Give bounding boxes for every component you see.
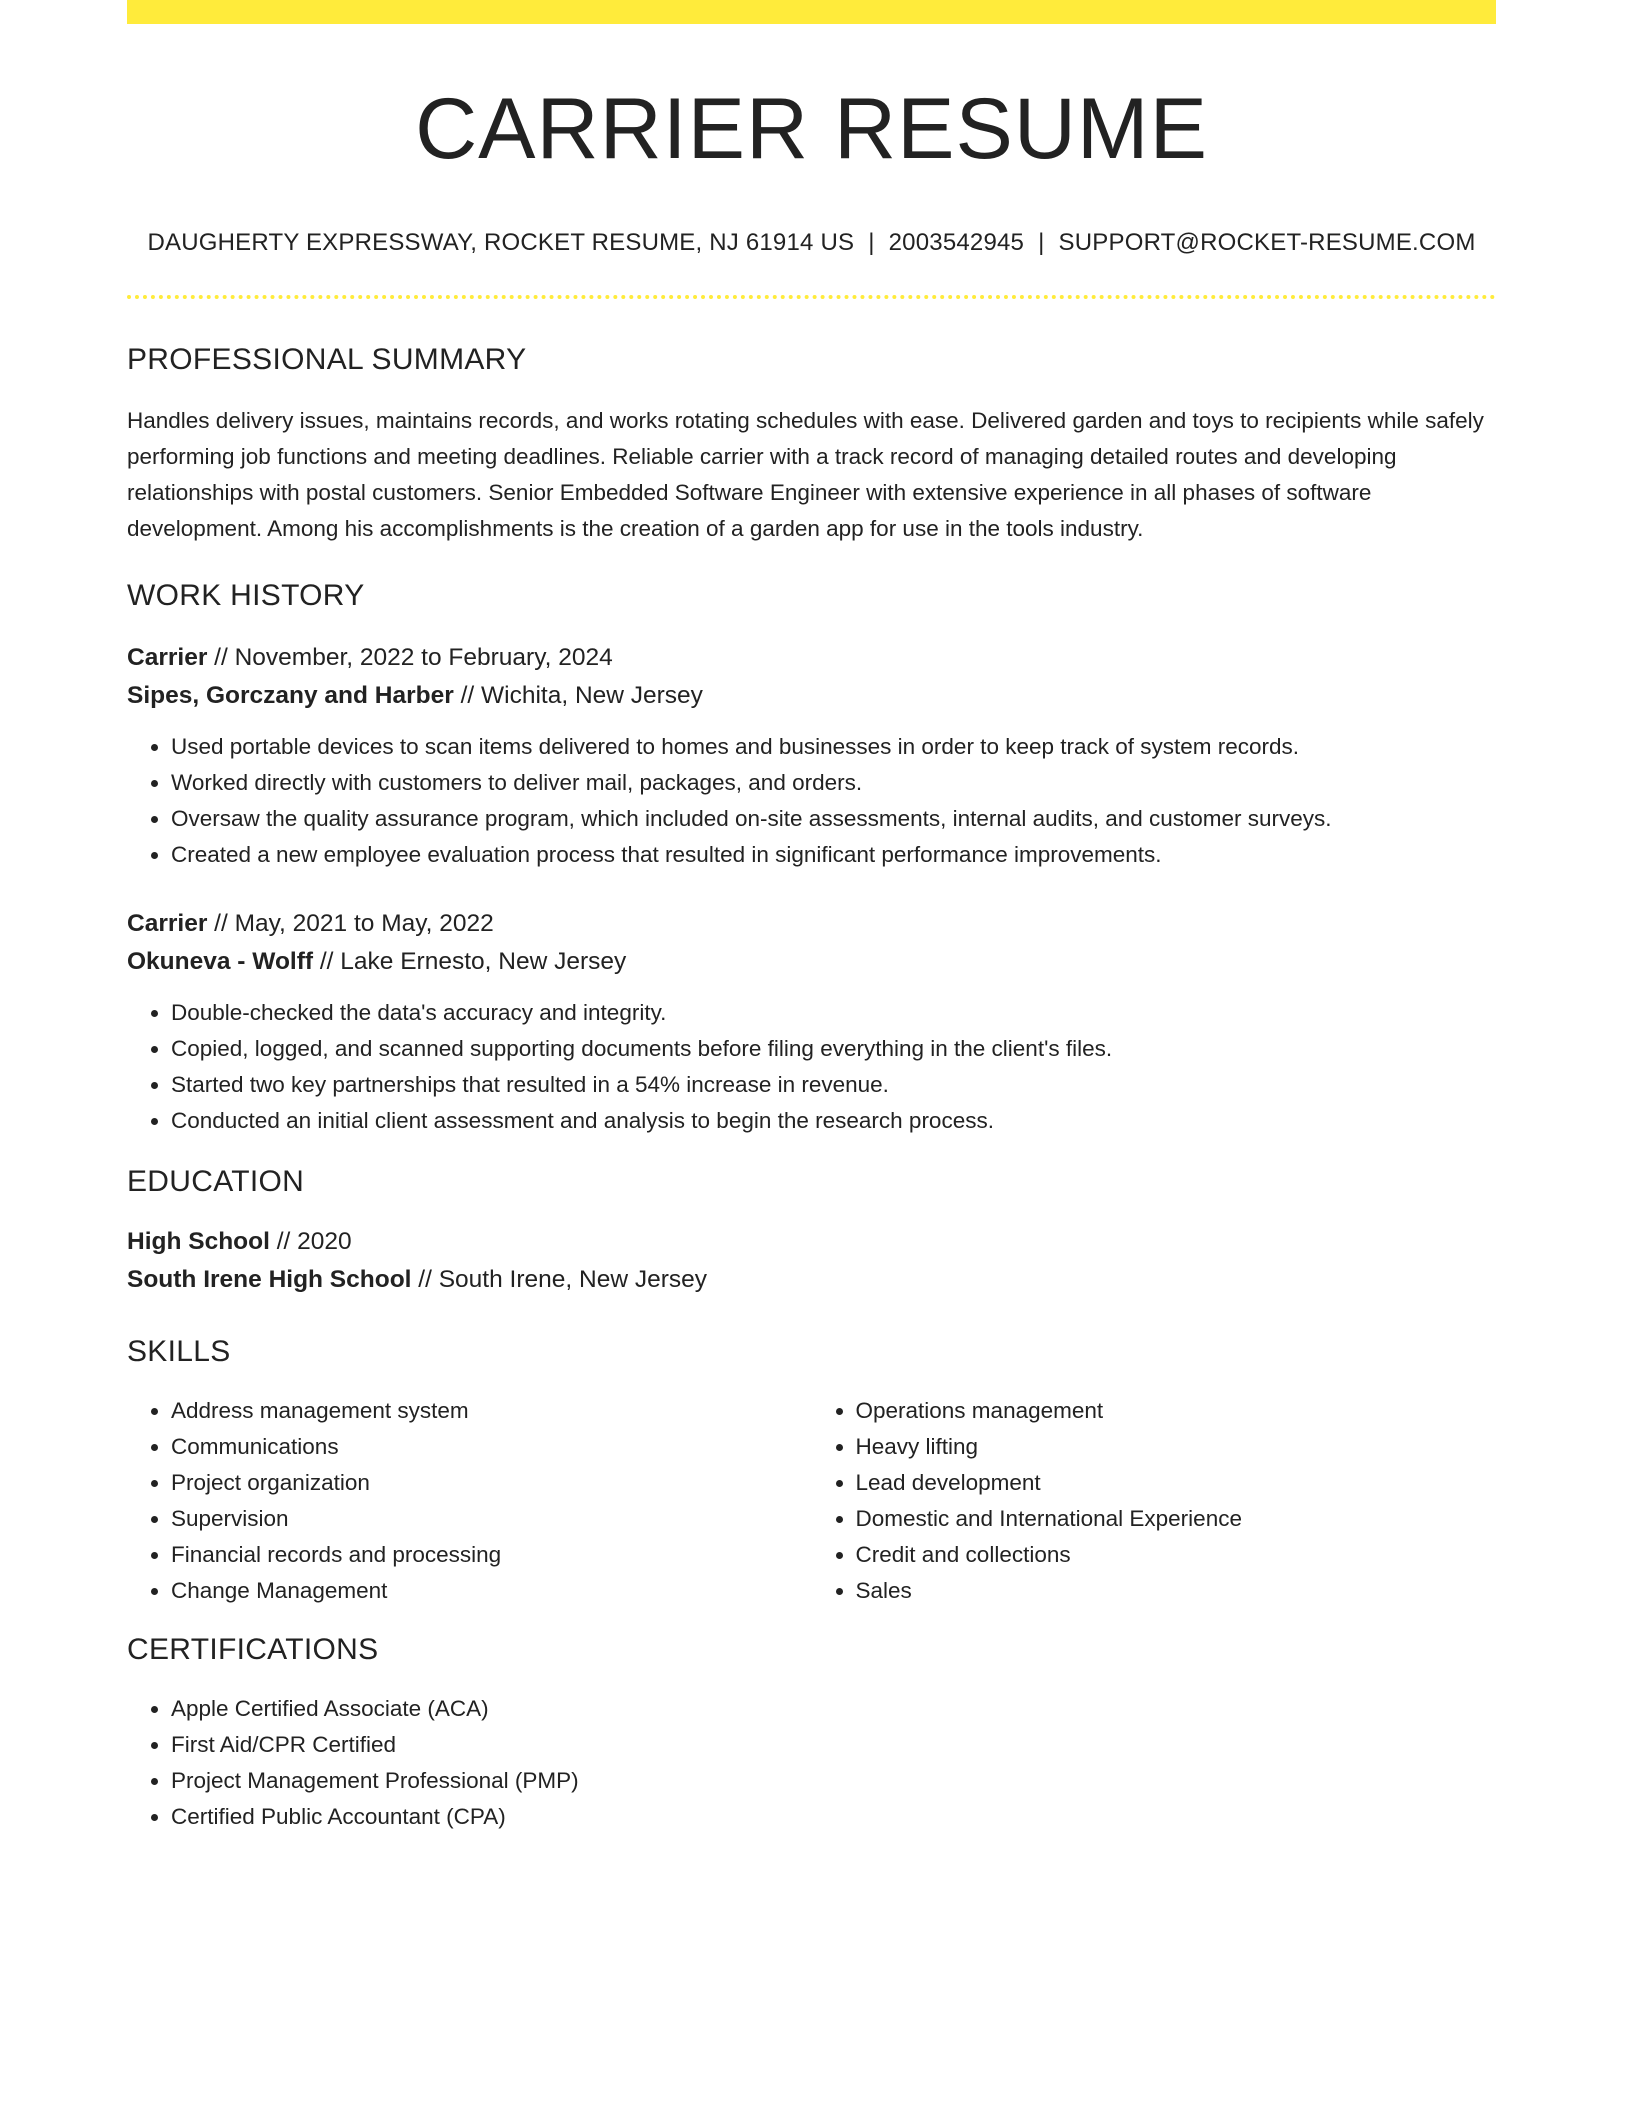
skills-list xyxy=(812,1393,1497,1609)
job-company-line xyxy=(127,943,1496,981)
list-item: • Communications xyxy=(171,1429,812,1465)
skills-grid xyxy=(127,1393,1496,1609)
list-item: • Project organization xyxy=(171,1465,812,1501)
list-item: • Created a new employee evaluation process that resulted in significant performance improvements. xyxy=(171,837,1496,873)
list-item: • Domestic and International Experience xyxy=(856,1501,1497,1537)
education-school: South Irene High School xyxy=(127,1265,412,1293)
skills-list xyxy=(127,1393,812,1609)
contact-line xyxy=(127,229,1496,257)
resume-name: CARRIER RESUME xyxy=(415,81,1208,177)
list-item: • Credit and collections xyxy=(856,1537,1497,1573)
contact-separator: | xyxy=(868,228,875,256)
education-heading: EDUCATION xyxy=(127,1164,305,1198)
list-item: • First Aid/CPR Certified xyxy=(171,1727,1496,1763)
list-item: • Conducted an initial client assessment and analysis to begin the research process. xyxy=(171,1103,1496,1139)
list-item: • Apple Certified Associate (ACA) xyxy=(171,1691,1496,1727)
contact-phone: 2003542945 xyxy=(888,228,1025,256)
certifications-heading: CERTIFICATIONS xyxy=(127,1632,379,1666)
job-dates: // November, 2022 to February, 2024 xyxy=(207,643,613,671)
list-item: • Certified Public Accountant (CPA) xyxy=(171,1799,1496,1835)
list-item: • Oversaw the quality assurance program, which included on-site assessments, internal audits, and customer surveys. xyxy=(171,801,1496,837)
skills-column-right xyxy=(812,1393,1497,1609)
skills-heading: SKILLS xyxy=(127,1334,231,1368)
job-company: Okuneva - Wolff xyxy=(127,947,314,975)
job-location: // Lake Ernesto, New Jersey xyxy=(313,947,627,975)
work-history-heading: WORK HISTORY xyxy=(127,578,365,612)
list-item: • Double-checked the data's accuracy and integrity. xyxy=(171,995,1496,1031)
list-item: • Used portable devices to scan items delivered to homes and businesses in order to keep track of system records. xyxy=(171,729,1496,765)
list-item: • Copied, logged, and scanned supporting documents before filing everything in the client's files. xyxy=(171,1031,1496,1067)
job-location: // Wichita, New Jersey xyxy=(453,681,703,709)
job-dates: // May, 2021 to May, 2022 xyxy=(207,909,494,937)
job-role: Carrier xyxy=(127,643,208,671)
list-item: • Operations management xyxy=(856,1393,1497,1429)
contact-separator: | xyxy=(1038,228,1045,256)
resume-page xyxy=(127,0,1496,1835)
list-item: • Worked directly with customers to deliver mail, packages, and orders. xyxy=(171,765,1496,801)
divider xyxy=(127,295,1496,299)
list-item: • Heavy lifting xyxy=(856,1429,1497,1465)
skills-column-left xyxy=(127,1393,812,1609)
job-title-line xyxy=(127,639,1496,677)
list-item: • Supervision xyxy=(171,1501,812,1537)
list-item: • Lead development xyxy=(856,1465,1497,1501)
education-location: // South Irene, New Jersey xyxy=(411,1265,707,1293)
job-company-line xyxy=(127,677,1496,715)
education-school-line xyxy=(127,1261,1496,1299)
contact-address: DAUGHERTY EXPRESSWAY, ROCKET RESUME, NJ 61914 US xyxy=(147,228,855,256)
accent-bar xyxy=(127,0,1496,24)
list-item: • Sales xyxy=(856,1573,1497,1609)
job-company: Sipes, Gorczany and Harber xyxy=(127,681,454,709)
list-item: • Project Management Professional (PMP) xyxy=(171,1763,1496,1799)
job-title-line xyxy=(127,905,1496,943)
summary-heading: PROFESSIONAL SUMMARY xyxy=(127,342,527,376)
education-degree-line xyxy=(127,1223,1496,1261)
certifications-list xyxy=(127,1691,1496,1835)
list-item: • Financial records and processing xyxy=(171,1537,812,1573)
list-item: • Address management system xyxy=(171,1393,812,1429)
education-year: // 2020 xyxy=(269,1227,352,1255)
job-bullets xyxy=(127,729,1496,873)
summary-text: Handles delivery issues, maintains records, and works rotating schedules with ease. Delivered garden and toys to recipients while safely performing job functions and meeting deadlines. Reliable carrier with a track record of managing detailed routes and developing relationships with postal customers. Senior Embedded Software Engineer with extensive experience in all phases of software development. Among his accomplishments is the creation of a garden app for use in the tools industry. xyxy=(127,407,1484,541)
list-item: • Started two key partnerships that resulted in a 54% increase in revenue. xyxy=(171,1067,1496,1103)
job-bullets xyxy=(127,995,1496,1139)
education-degree: High School xyxy=(127,1227,270,1255)
job-role: Carrier xyxy=(127,909,208,937)
contact-email: SUPPORT@ROCKET-RESUME.COM xyxy=(1058,228,1476,256)
list-item: • Change Management xyxy=(171,1573,812,1609)
